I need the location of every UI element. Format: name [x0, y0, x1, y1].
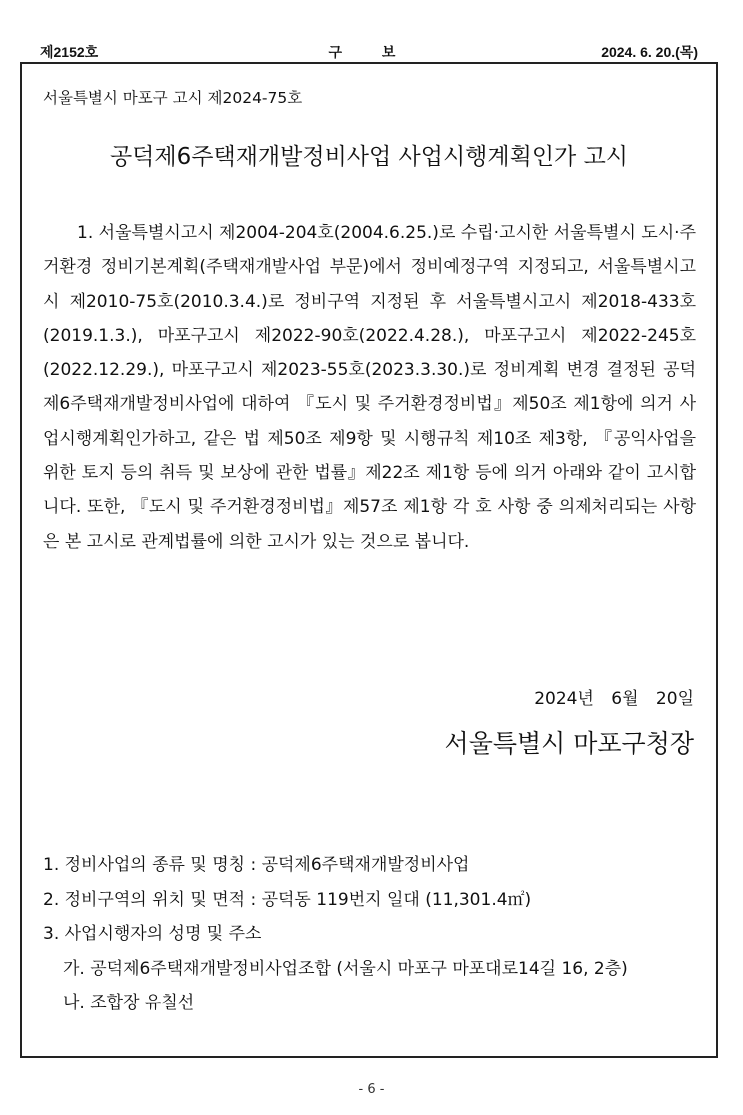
notice-number: 서울특별시 마포구 고시 제2024-75호 — [43, 89, 303, 107]
notice-body: 1. 서울특별시고시 제2004-204호(2004.6.25.)로 수립·고시한 서울특별시 도시·주거환경 정비기본계획(주택재개발사업 부문)에서 정비예정구역 지정되고, 서울특별시고시 제2010-75호(2010.3.4.)로 정비구역 지정된 후 서울특별시고시 제2018-433호(2019.1.3.), 마포구고시 제2022-90호(2022.4.28.), 마포구고시 제2022-245호(2022.12.29.), 마포구고시 제2023-55호(2023.3.30.)로 정비계획 변경 결정된 공덕제6주택재개발정비사업에 대하여 『도시 및 주거환경정비법』제50조 제1항에 의거 사업시행계획인가하고, 같은 법 제50조 제9항 및 시행규칙 제10조 제3항, 『공익사업을 위한 토지 등의 취득 및 보상에 관한 법률』제22조 제1항 등에 의거 아래와 같이 고시합니다. 또한, 『도시 및 주거환경정비법』제57조 제1항 각 호 사항 중 의제처리되는 사항은 본 고시로 관계법률에 의한 고시가 있는 것으로 봅니다. — [43, 223, 696, 552]
publication-name: 구 보 — [328, 44, 414, 60]
notice-title: 공덕제6주택재개발정비사업 사업시행계획인가 고시 — [109, 144, 629, 170]
list-item: 1. 정비사업의 종류 및 명칭 : 공덕제6주택재개발정비사업 — [43, 855, 470, 875]
list-subitem: 나. 조합장 유칠선 — [63, 993, 195, 1013]
notice-date: 2024년 6월 20일 — [534, 689, 694, 709]
notice-box — [20, 62, 718, 1058]
issue-number: 제2152호 — [40, 44, 99, 60]
page-header — [22, 38, 720, 62]
list-subitem: 가. 공덕제6주택재개발정비사업조합 (서울시 마포구 마포대로14길 16, 2층) — [63, 958, 628, 979]
page-number: - 6 - — [358, 1082, 385, 1097]
list-item: 2. 정비구역의 위치 및 면적 : 공덕동 119번지 일대 (11,301.4㎡) — [43, 889, 532, 910]
notice-signer: 서울특별시 마포구청장 — [444, 729, 694, 758]
list-item: 3. 사업시행자의 성명 및 주소 — [43, 924, 262, 944]
notice-items — [43, 848, 703, 1021]
issue-date: 2024. 6. 20.(목) — [601, 44, 698, 60]
